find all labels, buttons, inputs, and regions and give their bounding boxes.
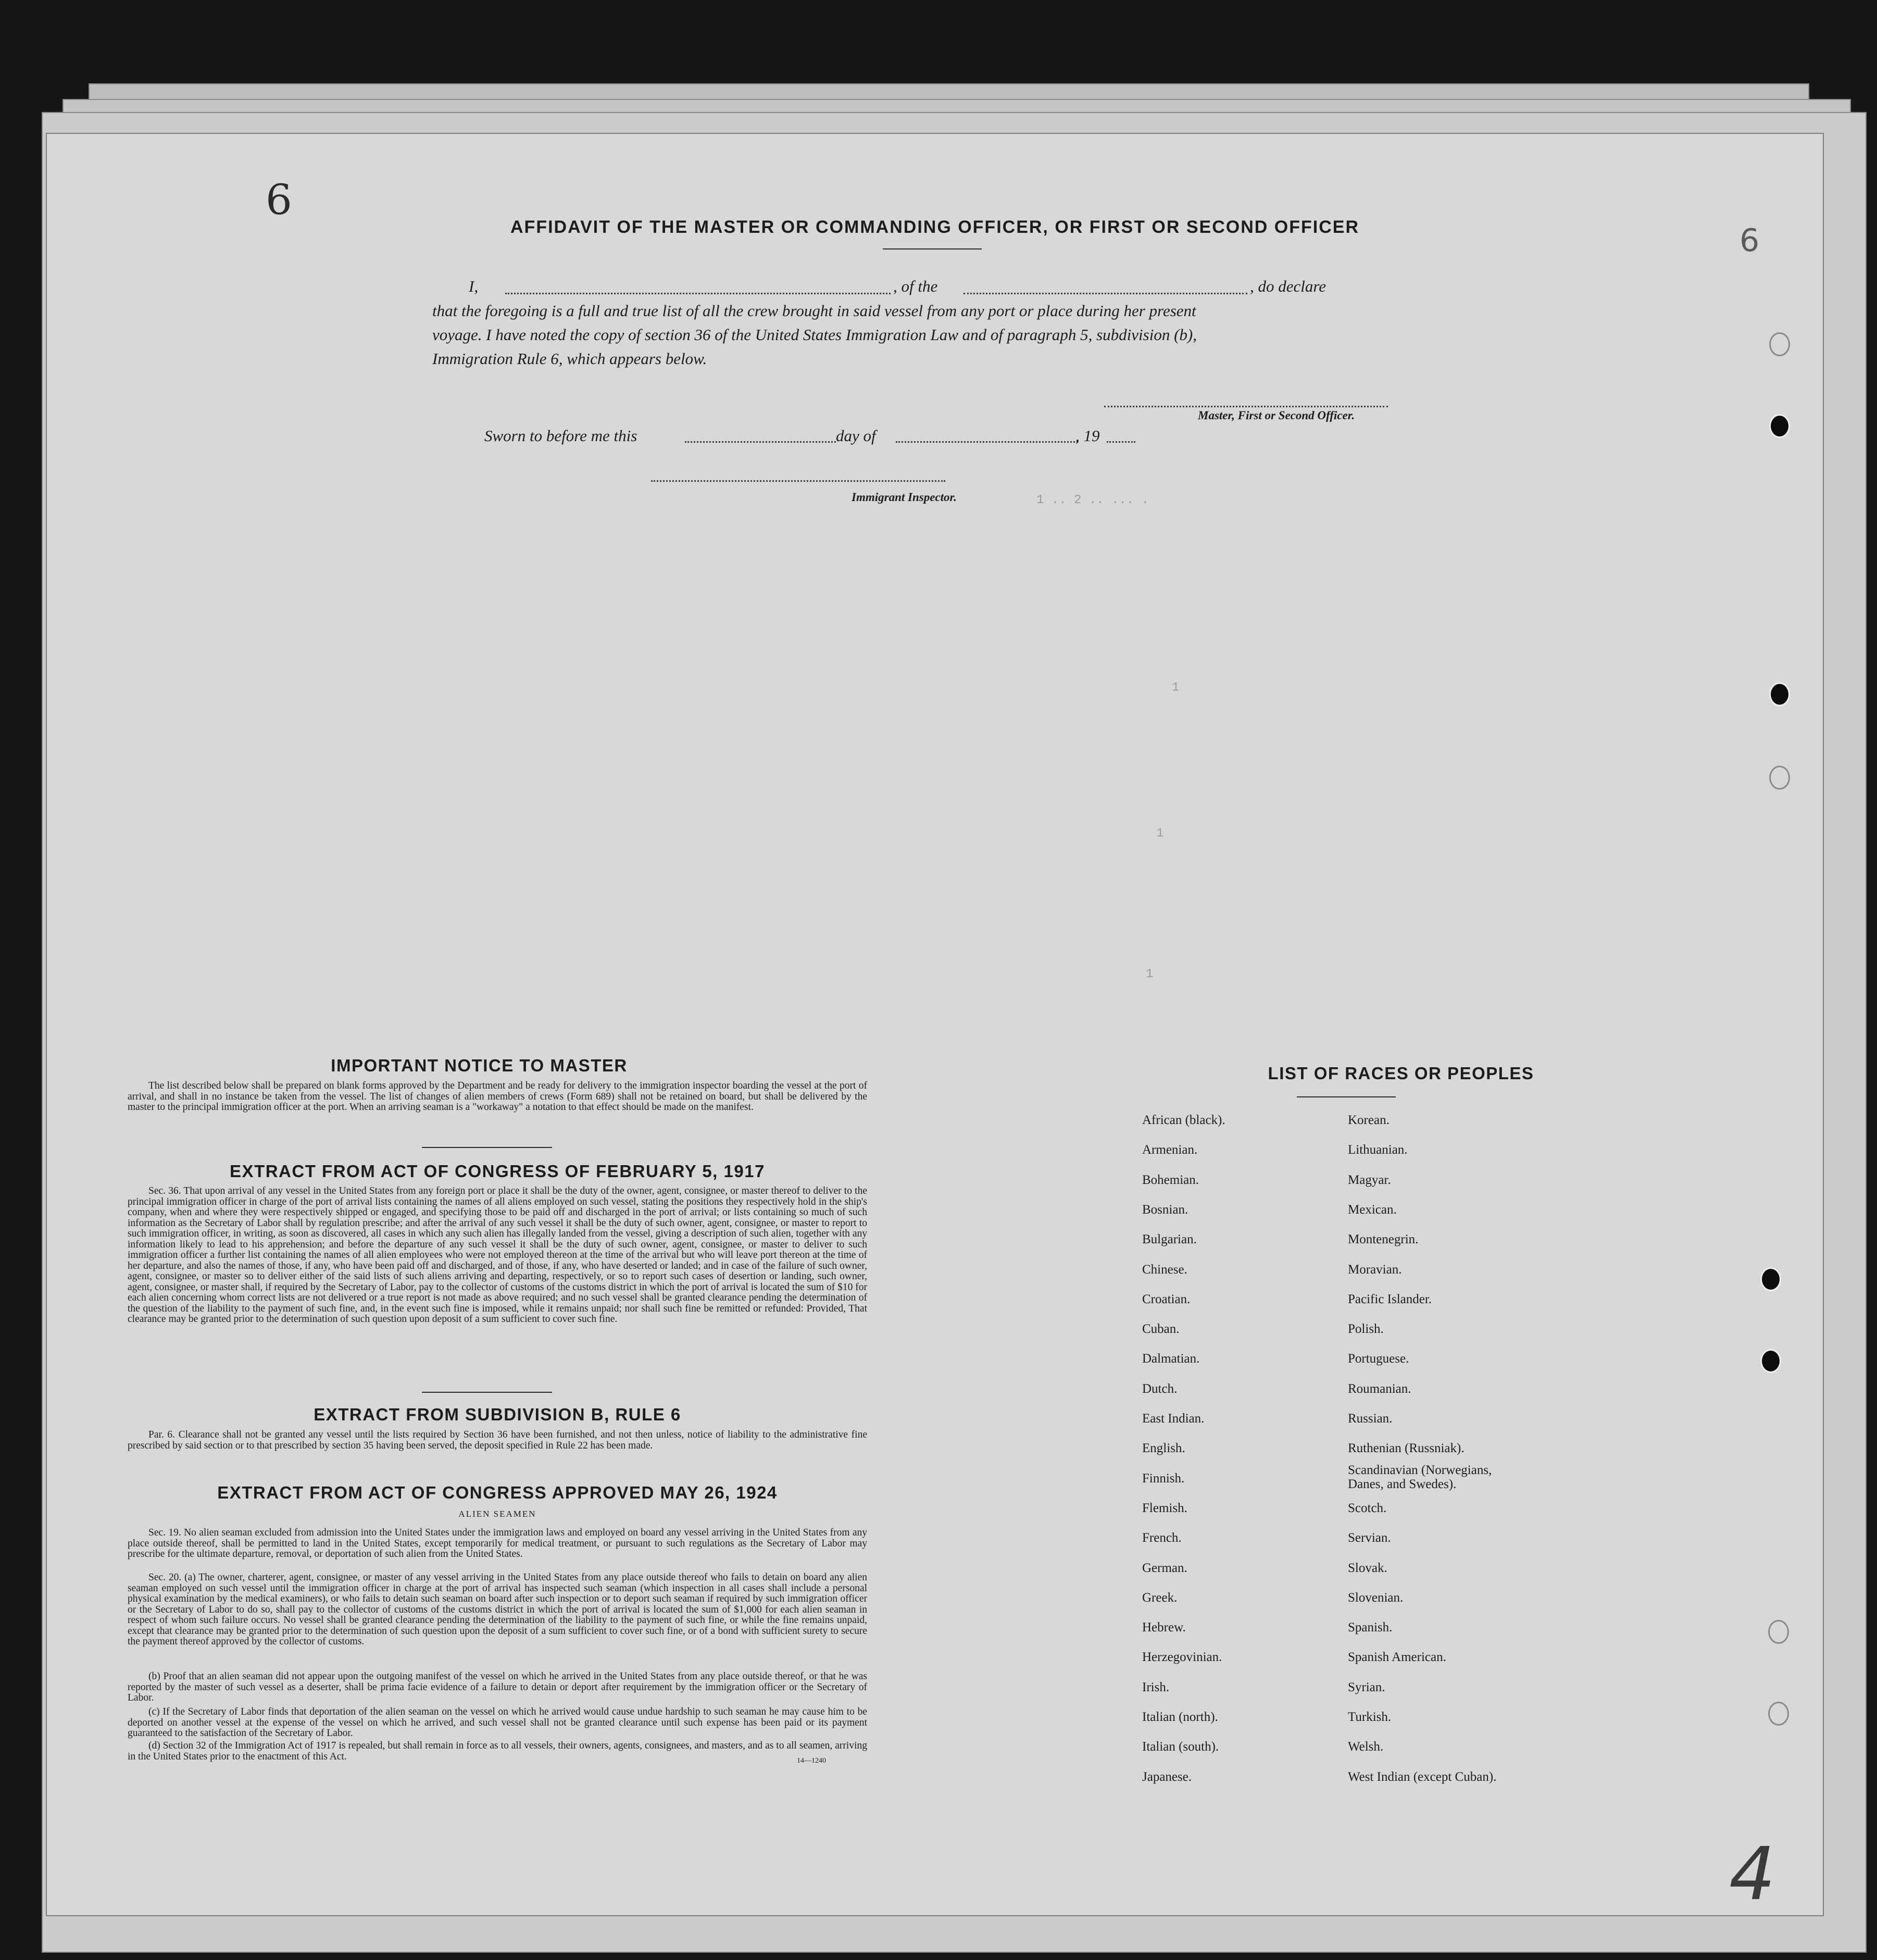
extract-1917-text: Sec. 36. That upon arrival of any vessel in the United States from any foreign port or place it shall be the duty of the owner, agent, consignee, or master thereof to deliver to the principal immigration officer in charge of the port of arrival lists containing the names of all aliens employed on such vessel, stating the positions they respectively hold in the ship's company, when and where they were respectively shipped or engaged, and specifying those to be paid off and discharged in the port of arrival; or lists containing so much of such information as the Secretary of Labor shall by regulation prescribe; and after the arrival of any such vessel it shall be the duty of such owner, agent, consignee, or master to report to such immigration officer, in writing, as soon as discovered, all cases in which any such alien has illegally landed from the vessel, giving a description of such alien, together with any information likely to lead to his apprehension; and before the departure of any such vessel it shall be the duty of such owner, agent, consignee, or master to deliver to such immigration officer a further list containing the names of all alien employees who were not employed thereon at the time of the arrival but who will leave port thereon at the time of her departure, and also the names of those, if any, who have been paid off and discharged, and of those, if any, who have deserted or landed; and in case of the failure of such owner, agent, consignee, or master so to deliver either of the said lists of such aliens arriving and departing, respectively, or so to report such cases of desertion or landing, such owner, agent, consignee, or master shall, if required by the Secretary of Labor, pay to the collector of customs of the customs district in which the port of arrival is located the sum of $10 for each alien concerning whom correct lists are not delivered or a true report is not made as above required; and no such vessel shall be granted clearance pending the determination of the question of the liability to the payment of such fine, and, in the event such fine is imposed, while it remains unpaid; nor shall such fine be remitted or refunded: Provided, That clearance may be granted prior to the determination of such question upon deposit of a sum sufficient to cover such fine. [128,1185,867,1325]
race-item: French. [1142,1531,1182,1545]
race-item: German. [1142,1560,1187,1575]
notice-title: IMPORTANT NOTICE TO MASTER [331,1056,628,1075]
race-item: East Indian. [1142,1412,1205,1426]
divider [1297,1096,1396,1097]
race-item: Chinese. [1142,1262,1187,1277]
race-item: Pacific Islander. [1348,1292,1432,1306]
alien-seamen-subtitle: ALIEN SEAMEN [458,1509,536,1519]
race-item: Croatian. [1142,1292,1191,1306]
race-item: Bulgarian. [1142,1232,1197,1247]
races-title: LIST OF RACES OR PEOPLES [1268,1064,1534,1083]
race-item: Mexican. [1348,1202,1397,1217]
inspector-caption: Immigrant Inspector. [852,491,957,504]
name-line[interactable] [505,293,891,294]
race-item: Portuguese. [1348,1352,1409,1366]
punch-hole [1768,1620,1789,1644]
divider [422,1392,552,1393]
race-item: Russian. [1348,1412,1393,1426]
year-label: , 19 [1075,427,1100,445]
race-item: Cuban. [1142,1322,1180,1337]
race-item: Dutch. [1142,1381,1178,1396]
race-item: Irish. [1142,1680,1170,1694]
notice-text: The list described below shall be prepared on blank forms approved by the Department and be ready for delivery to the immigration inspector boarding the vessel at the port of arrival, and shall in no instance be taken from the vessel. The list of changes of alien members of crews (Form 689) shall not be retained on board, but shall be delivered by the master to the principal immigration officer at the port. When an arriving seaman is a "workaway" a notation to that effect should be made on the manifest. [128,1080,867,1113]
race-item: Flemish. [1142,1501,1187,1515]
race-item: Italian (south). [1142,1740,1219,1754]
race-item: Turkish. [1348,1710,1392,1724]
race-item: Greek. [1142,1590,1178,1605]
race-item: Ruthenian (Russniak). [1348,1441,1465,1456]
vessel-line[interactable] [963,293,1247,294]
sworn-month-line[interactable] [896,441,1078,443]
affidavit-line-4: Immigration Rule 6, which appears below. [432,349,707,368]
inspector-signature-line[interactable] [651,480,945,482]
extract-1924-par-b: (b) Proof that an alien seaman did not appear upon the outgoing manifest of the vessel on which he arrived in the United States from any place outside thereof, or that he was reported by the master of such vessel as a deserter, shall be prima facie evidence of a failure to detain or deport after requirement by the immigration officer or the Secretary of Labor. [128,1671,867,1703]
race-item: Bosnian. [1142,1202,1188,1217]
punch-hole [1769,332,1790,356]
handwritten-page-number-faint: 6 [1740,222,1760,259]
race-item: Scandinavian (Norwegians, Danes, and Swedes). [1348,1463,1492,1491]
race-item: Hebrew. [1142,1620,1186,1635]
punch-hole [1760,1267,1781,1291]
race-item: West Indian (except Cuban). [1348,1769,1497,1784]
punch-hole [1769,682,1790,706]
manifest-page [46,133,1824,1916]
extract-1924-par-d: (d) Section 32 of the Immigration Act of 1917 is repealed, but shall remain in force as to all vessels, their owners, agents, consignees, and masters, and as to all seamen, arriving in the United States prior to the enactment of this Act. [128,1740,867,1762]
extract-rule6-text: Par. 6. Clearance shall not be granted any vessel until the lists required by Section 36 have been furnished, and not then unless, notice of liability to the administrative fine prescribed by said section or to that prescribed by section 35 having been served, the deposit specified in Rule 22 has been made. [128,1429,867,1451]
race-item: Dalmatian. [1142,1352,1200,1366]
race-item: Roumanian. [1348,1381,1411,1396]
affidavit-of-the-label: , of the [893,277,938,295]
bleed-through-text: 1 .. 2 .. ... . [1036,493,1149,507]
affidavit-i-label: I, [469,277,479,295]
race-item: African (black). [1142,1113,1225,1127]
race-item: Scotch. [1348,1501,1387,1515]
divider [422,1147,552,1148]
race-item: Korean. [1348,1113,1390,1127]
punch-hole [1769,414,1790,438]
race-item: Montenegrin. [1348,1232,1419,1247]
affidavit-line-3: voyage. I have noted the copy of section 36 of the United States Immigration Law and of paragraph 5, subdivision (b), [432,326,1197,344]
punch-hole [1768,1702,1789,1726]
race-item: Polish. [1348,1322,1384,1337]
handwritten-page-number: 6 [266,176,292,224]
divider [883,248,982,249]
bleed-through-text: 1 [1172,681,1180,695]
race-item: Herzegovinian. [1142,1650,1222,1665]
affidavit-declare-label: , do declare [1250,277,1327,295]
extract-1917-title: EXTRACT FROM ACT OF CONGRESS OF FEBRUARY 5, 1917 [230,1162,765,1181]
extract-1924-sec20: Sec. 20. (a) The owner, charterer, agent, consignee, or master of any vessel arriving in the United States from any place outside thereof who fails to detain on board any alien seaman employed on such vessel until the immigration officer in charge at the port of arrival has inspected such seaman (which inspection in all cases shall include a personal physical examination by the medical examiners), or who fails to detain such seaman on board after such inspection or to deport such seaman if required by such immigration officer or the Secretary of Labor to do so, shall pay to the collector of customs of the customs district in which the port of arrival is located the sum of $1,000 for each alien seaman in respect of whom such failure occurs. No vessel shall be granted clearance pending the determination of the liability to the payment of such fine, or while the fine remains unpaid, except that clearance may be granted prior to the determination of such question upon the deposit of a sum sufficient to cover such fine, or of a bond with sufficient surety to secure the payment thereof approved by the collector of customs. [128,1572,867,1647]
race-item: Armenian. [1142,1143,1198,1157]
extract-1924-sec19: Sec. 19. No alien seaman excluded from admission into the United States under the immigration laws and employed on board any vessel arriving in the United States from any place outside thereof, shall be permitted to land in the United States, except temporarily for medical treatment, or pursuant to such regulations as the Secretary of Labor may prescribe for the ultimate departure, removal, or deportation of such alien from the United States. [128,1527,867,1559]
affidavit-title: AFFIDAVIT OF THE MASTER OR COMMANDING OFFICER, OR FIRST OR SECOND OFFICER [510,217,1359,237]
race-item: Lithuanian. [1348,1143,1408,1157]
race-item: Magyar. [1348,1172,1391,1187]
race-item: Moravian. [1348,1262,1402,1277]
race-item: Slovak. [1348,1560,1387,1575]
race-item: Spanish American. [1348,1650,1446,1665]
extract-1924-title: EXTRACT FROM ACT OF CONGRESS APPROVED MAY 26, 1924 [217,1483,778,1502]
bleed-through-text: 1 [1146,967,1154,981]
race-item: Japanese. [1142,1769,1192,1784]
day-of-label: day of [836,427,876,445]
affidavit-line-2: that the foregoing is a full and true list of all the crew brought in said vessel from any port or place during her present [432,302,1196,320]
race-item: English. [1142,1441,1185,1456]
race-item: Spanish. [1348,1620,1393,1635]
bleed-through-text: 1 [1156,827,1164,841]
race-item: Servian. [1348,1531,1391,1545]
race-item: Syrian. [1348,1680,1385,1694]
sworn-label: Sworn to before me this [484,427,637,445]
punch-hole [1760,1349,1781,1373]
extract-1924-par-c: (c) If the Secretary of Labor finds that deportation of the alien seaman on the vessel on which he arrived would cause undue hardship to such seaman he may cause him to be deported on another vessel at the expense of the vessel on which he arrived, and such vessel shall not be granted clearance until such expense has been paid or its payment guaranteed to the satisfaction of the Secretary of Labor. [128,1706,867,1739]
sworn-day-line[interactable] [685,441,836,443]
punch-hole [1769,766,1790,790]
form-number: 14—1240 [797,1757,826,1765]
race-item: Finnish. [1142,1471,1185,1485]
race-item: Bohemian. [1142,1172,1199,1187]
race-item: Welsh. [1348,1740,1384,1754]
race-item: Italian (north). [1142,1710,1218,1724]
sworn-year-line[interactable] [1107,441,1135,443]
signature-caption: Master, First or Second Officer. [1198,409,1355,422]
extract-rule6-title: EXTRACT FROM SUBDIVISION B, RULE 6 [314,1405,681,1424]
signature-line[interactable] [1104,406,1388,407]
handwritten-mark: 4 [1729,1832,1776,1917]
race-item: Slovenian. [1348,1590,1404,1605]
